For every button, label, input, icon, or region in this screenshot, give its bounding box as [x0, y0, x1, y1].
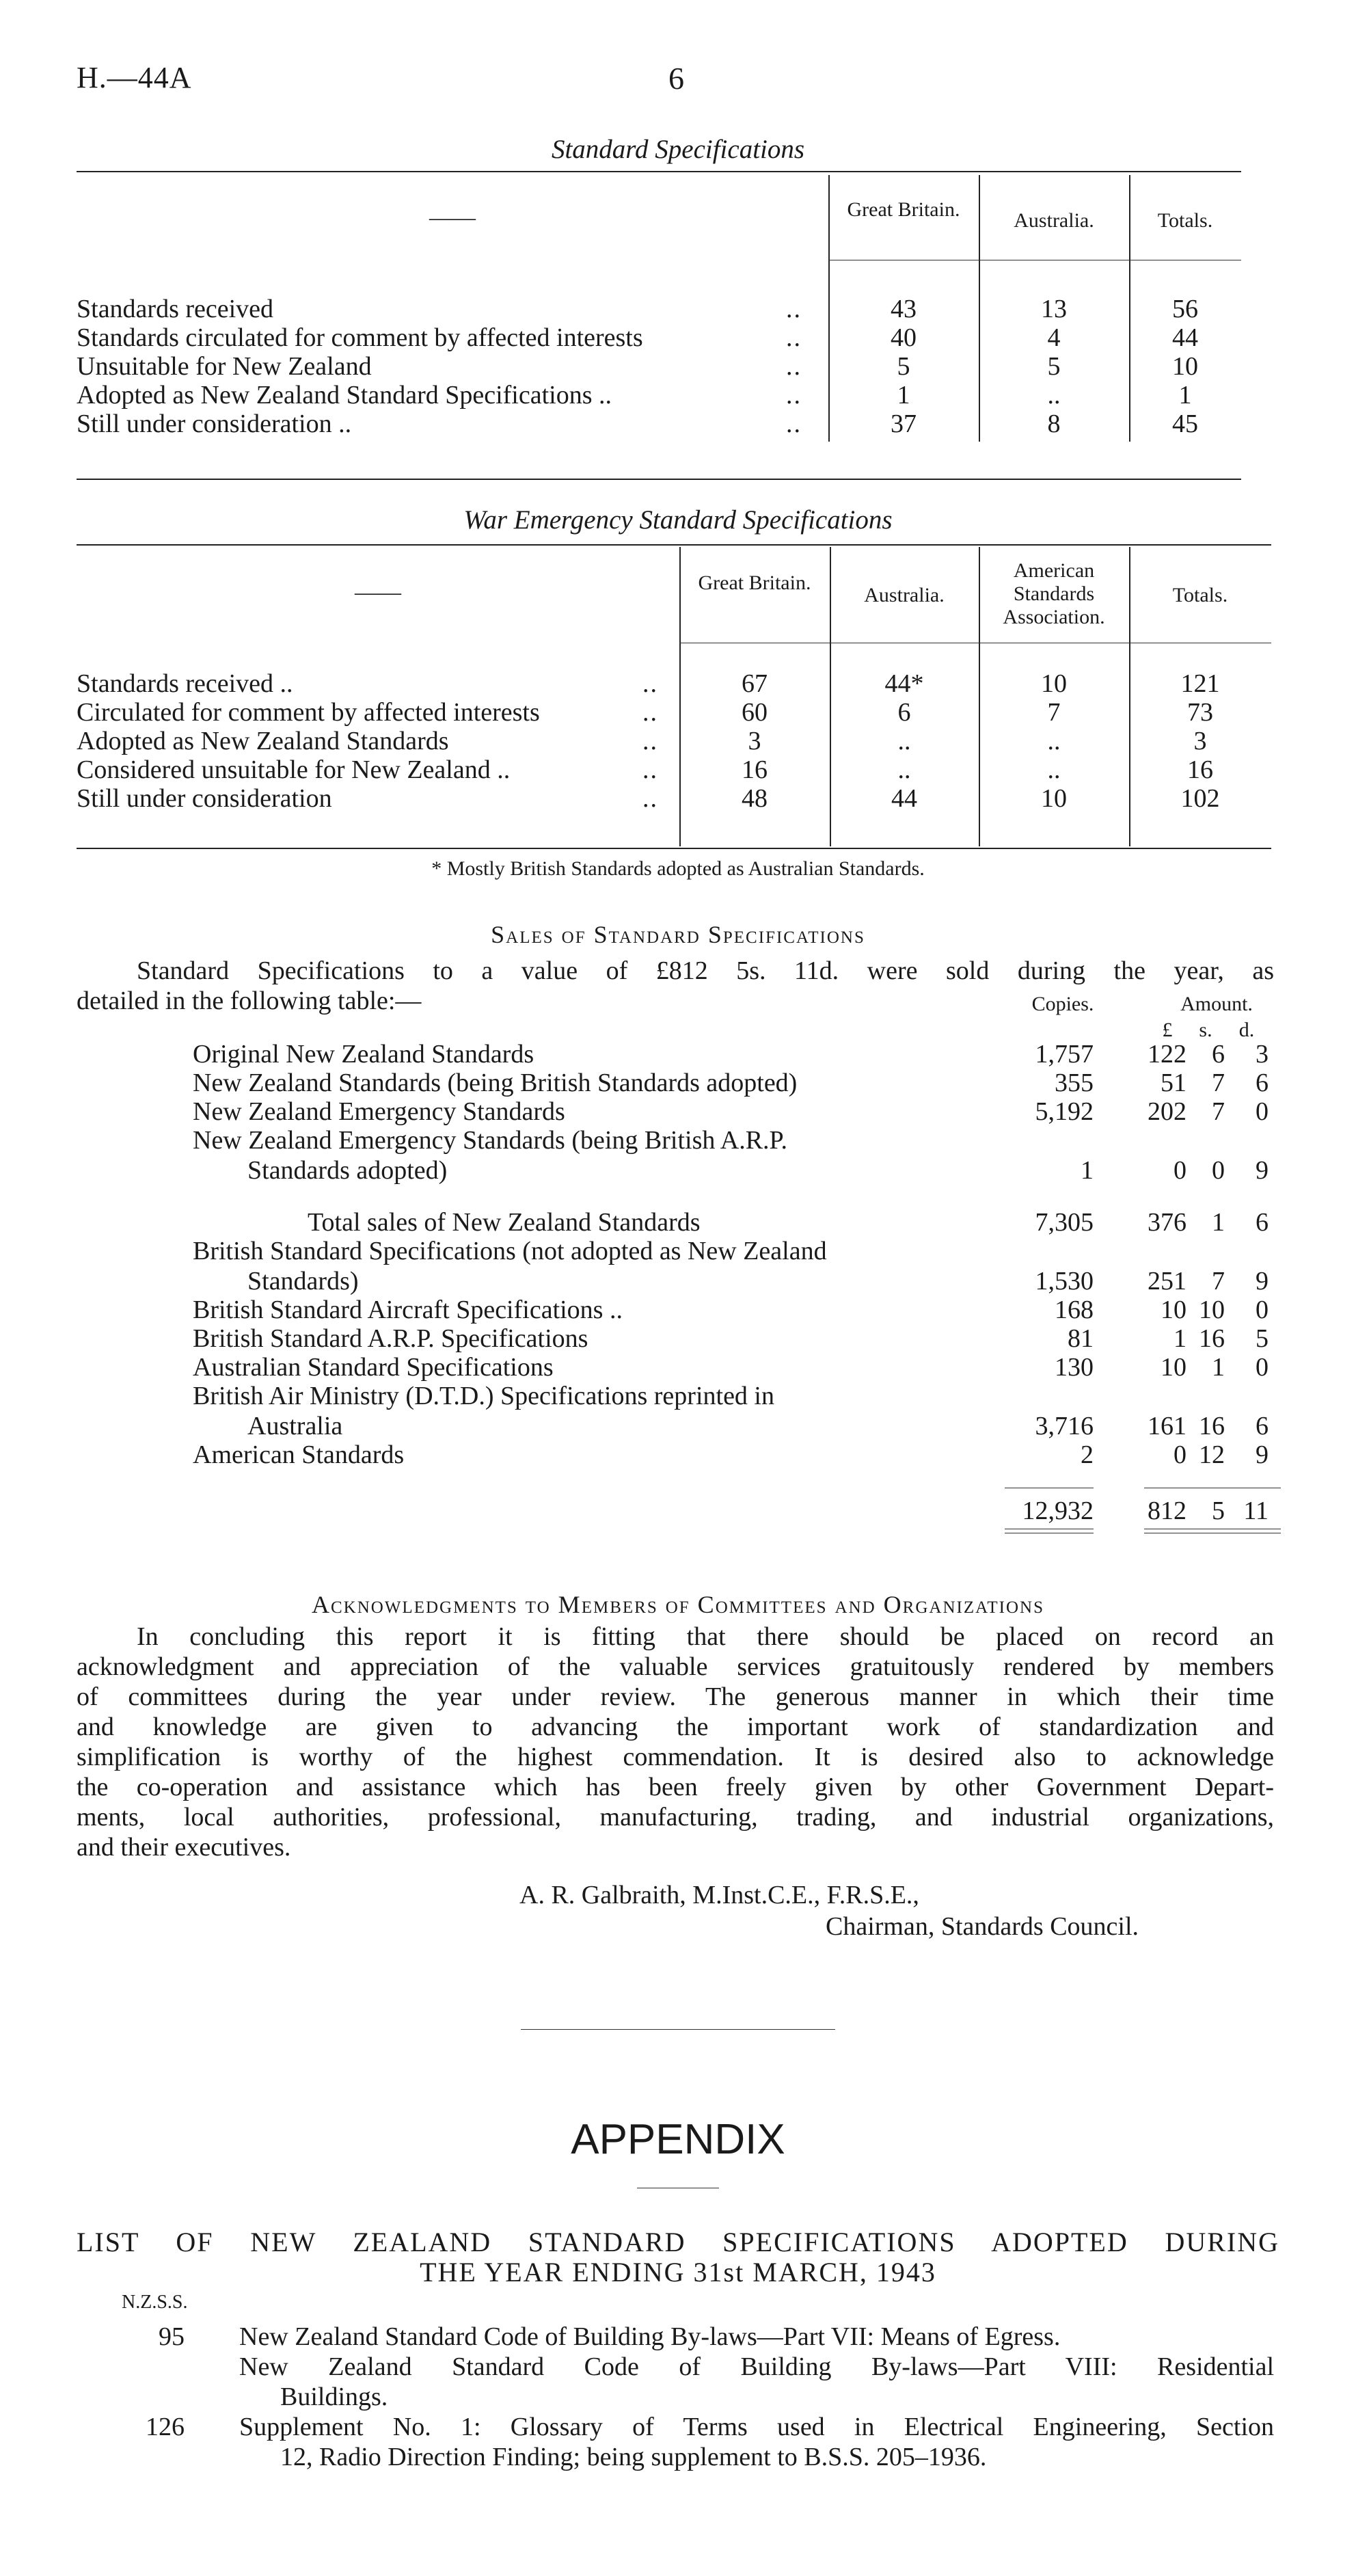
sales-pounds: 376: [1148, 1208, 1186, 1237]
acknowledgments-line: ments, local authorities, professional, manufacturing, trading, and industrial organizations,: [77, 1803, 1274, 1832]
sales-copies: 168: [1055, 1296, 1094, 1324]
page-number: 6: [668, 61, 684, 96]
appendix-list-title-line2: THE YEAR ENDING 31st MARCH, 1943: [420, 2257, 936, 2287]
leader-dots: ..: [786, 352, 802, 381]
table2-cell: ..: [1047, 755, 1061, 784]
acknowledgments-line: simplification is worthy of the highest commendation. It is desired also to acknowledge: [77, 1743, 1274, 1771]
table2-stub-header: ——: [355, 580, 401, 605]
table1-cell: 44: [1172, 323, 1198, 352]
sales-col-copies: Copies.: [1031, 993, 1094, 1015]
sales-pounds: 0: [1174, 1156, 1186, 1185]
acknowledgments-line: and their executives.: [77, 1833, 291, 1862]
sales-heading: Sales of Standard Specifications: [491, 921, 865, 948]
sales-pence: 9: [1256, 1267, 1269, 1296]
sales-pence: 3: [1256, 1040, 1269, 1069]
table1-row-label: Standards circulated for comment by affected interests: [77, 323, 643, 352]
appendix-entry-line: New Zealand Standard Code of Building By-laws—Part VIII: Residential: [239, 2352, 1274, 2381]
section-divider: [521, 2029, 835, 2030]
sales-item-label-cont: Standards adopted): [247, 1156, 448, 1185]
sales-total-pounds: 812: [1148, 1497, 1186, 1525]
sales-item-label: British Air Ministry (D.T.D.) Specifications reprinted in: [193, 1382, 774, 1410]
table1-cell: 10: [1172, 352, 1198, 381]
sales-shillings: 16: [1199, 1412, 1225, 1440]
table1-cell: 40: [891, 323, 917, 352]
sales-total-shillings: 5: [1212, 1497, 1225, 1525]
table2-cell: 60: [742, 698, 768, 727]
table1-cell: 8: [1047, 410, 1061, 438]
sales-shillings: 7: [1212, 1097, 1225, 1126]
sales-copies: 130: [1055, 1353, 1094, 1382]
table2-top-rule: [77, 544, 1271, 546]
table2-row-label: Adopted as New Zealand Standards: [77, 727, 449, 755]
sales-item-label: British Standard Specifications (not adopted as New Zealand: [193, 1237, 827, 1265]
table1-cell: ..: [1047, 381, 1061, 410]
table2-col-header: Australia.: [864, 584, 945, 606]
sales-copies: 3,716: [1035, 1412, 1094, 1440]
table2-cell: 44*: [884, 669, 924, 698]
table1-cell: 1: [1178, 381, 1192, 410]
table2-footnote: * Mostly British Standards adopted as Australian Standards.: [431, 857, 925, 880]
appendix-entry-line-cont: 12, Radio Direction Finding; being supplement to B.S.S. 205–1936.: [280, 2443, 987, 2471]
table2-bottom-rule: [77, 848, 1271, 849]
table1-row-label: Still under consideration ..: [77, 410, 352, 438]
table1-row-label: Adopted as New Zealand Standard Specifications ..: [77, 381, 612, 410]
appendix-col-label: N.Z.S.S.: [122, 2292, 188, 2313]
table2-cell: ..: [1047, 727, 1061, 755]
table1-cell: 45: [1172, 410, 1198, 438]
sales-col-pounds: £: [1162, 1019, 1173, 1041]
table1-cell: 5: [1047, 352, 1061, 381]
sales-copies: 7,305: [1035, 1208, 1094, 1237]
appendix-entry-number: 126: [146, 2413, 185, 2441]
sales-pence: 9: [1256, 1156, 1269, 1185]
sales-intro-line2: detailed in the following table:—: [77, 987, 422, 1015]
table1-title: Standard Specifications: [551, 135, 805, 164]
sales-pence: 5: [1256, 1324, 1269, 1353]
table2-cell: 67: [742, 669, 768, 698]
table2-cell: 121: [1180, 669, 1220, 698]
sales-copies: 1,530: [1035, 1267, 1094, 1296]
sales-pounds: 161: [1148, 1412, 1186, 1440]
table1-cell: 43: [891, 295, 917, 323]
table1-bottom-rule: [77, 479, 1241, 480]
appendix-heading: APPENDIX: [571, 2116, 785, 2163]
sales-item-label: British Standard Aircraft Specifications ..: [193, 1296, 623, 1324]
table2-row-label: Considered unsuitable for New Zealand ..: [77, 755, 511, 784]
table2-row-label: Still under consideration: [77, 784, 332, 813]
sales-pence: 9: [1256, 1440, 1269, 1469]
acknowledgments-heading: Acknowledgments to Members of Committees and Organizations: [312, 1591, 1044, 1618]
appendix-entry-line: New Zealand Standard Code of Building By-laws—Part VII: Means of Egress.: [239, 2322, 1061, 2351]
sales-copies: 5,192: [1035, 1097, 1094, 1126]
table1-top-rule: [77, 171, 1241, 172]
sales-item-label: Australian Standard Specifications: [193, 1353, 554, 1382]
table2-cell: ..: [897, 755, 911, 784]
sales-pounds: 0: [1174, 1440, 1186, 1469]
sales-pounds: 202: [1148, 1097, 1186, 1126]
table1-cell: 5: [897, 352, 910, 381]
sales-total-copies: 12,932: [1022, 1497, 1094, 1525]
sales-copies: 2: [1081, 1440, 1094, 1469]
table1-col-header: Totals.: [1157, 209, 1213, 232]
sales-pence: 0: [1256, 1296, 1269, 1324]
appendix-entry-line-cont: Buildings.: [280, 2383, 388, 2411]
sales-copies: 1: [1081, 1156, 1094, 1185]
table2-cell: 16: [742, 755, 768, 784]
sales-col-amount: Amount.: [1180, 993, 1253, 1015]
sales-item-label: New Zealand Emergency Standards: [193, 1097, 565, 1126]
sales-pence: 6: [1256, 1069, 1269, 1097]
sales-shillings: 7: [1212, 1267, 1225, 1296]
table1-cell: 13: [1041, 295, 1067, 323]
table2-row-label: Circulated for comment by affected interests: [77, 698, 540, 727]
acknowledgments-line: the co-operation and assistance which has been freely given by other Government Depart-: [77, 1773, 1274, 1801]
sales-pounds: 51: [1161, 1069, 1186, 1097]
acknowledgments-line: of committees during the year under review. The generous manner in which their time: [77, 1682, 1274, 1711]
sales-copies: 355: [1055, 1069, 1094, 1097]
table2-col-header: Great Britain.: [698, 572, 811, 594]
table2-cell: 73: [1187, 698, 1213, 727]
table1-cell: 37: [891, 410, 917, 438]
table2-cell: 44: [891, 784, 917, 813]
sales-pounds: 1: [1174, 1324, 1186, 1353]
table2-cell: 7: [1047, 698, 1061, 727]
table1-stub-header: ——: [429, 205, 476, 230]
table2-cell: 48: [742, 784, 768, 813]
table2-cell: 10: [1041, 669, 1067, 698]
sales-item-label: Total sales of New Zealand Standards: [308, 1208, 701, 1237]
table2-cell: 16: [1187, 755, 1213, 784]
acknowledgments-line: acknowledgment and appreciation of the valuable services gratuitously rendered by members: [77, 1652, 1274, 1681]
document-reference: H.—44A: [77, 61, 192, 94]
sales-intro-line1: Standard Specifications to a value of £812 5s. 11d. were sold during the year, as: [137, 956, 1274, 985]
table2-cell: 102: [1180, 784, 1220, 813]
sales-shillings: 6: [1212, 1040, 1225, 1069]
sales-total-pence: 11: [1243, 1497, 1269, 1525]
acknowledgments-line: In concluding this report it is fitting that there should be placed on record an: [137, 1622, 1274, 1651]
table1-col-header: Great Britain.: [847, 198, 960, 221]
sales-item-label: American Standards: [193, 1440, 405, 1469]
table2-col-header: Totals.: [1172, 584, 1228, 606]
acknowledgments-line: and knowledge are given to advancing the important work of standardization and: [77, 1713, 1274, 1741]
leader-dots: ..: [642, 669, 658, 698]
sales-item-label-cont: Australia: [247, 1412, 343, 1440]
sales-copies: 81: [1068, 1324, 1094, 1353]
sales-item-label: New Zealand Emergency Standards (being British A.R.P.: [193, 1126, 787, 1155]
sales-col-shillings: s.: [1199, 1019, 1212, 1041]
table2-cell: ..: [897, 727, 911, 755]
sales-pounds: 251: [1148, 1267, 1186, 1296]
sales-pounds: 10: [1161, 1353, 1186, 1382]
table1-row-label: Unsuitable for New Zealand: [77, 352, 372, 381]
table1-row-label: Standards received: [77, 295, 274, 323]
signature-name: A. R. Galbraith, M.Inst.C.E., F.R.S.E.,: [519, 1881, 919, 1909]
sales-item-label: New Zealand Standards (being British Standards adopted): [193, 1069, 798, 1097]
table2-cell: 6: [897, 698, 911, 727]
sales-item-label: Original New Zealand Standards: [193, 1040, 534, 1069]
sales-pounds: 122: [1148, 1040, 1186, 1069]
table1-col-header: Australia.: [1014, 209, 1094, 232]
sales-copies: 1,757: [1035, 1040, 1094, 1069]
leader-dots: ..: [642, 727, 658, 755]
sales-shillings: 7: [1212, 1069, 1225, 1097]
sales-shillings: 16: [1199, 1324, 1225, 1353]
sales-item-label-cont: Standards): [247, 1267, 359, 1296]
leader-dots: ..: [786, 295, 802, 323]
appendix-entry-line: Supplement No. 1: Glossary of Terms used in Electrical Engineering, Section: [239, 2413, 1274, 2441]
table2-cell: 10: [1041, 784, 1067, 813]
sales-item-label: British Standard A.R.P. Specifications: [193, 1324, 588, 1353]
leader-dots: ..: [786, 410, 802, 438]
sales-shillings: 12: [1199, 1440, 1225, 1469]
sales-pounds: 10: [1161, 1296, 1186, 1324]
leader-dots: ..: [786, 381, 802, 410]
table2-cell: 3: [1193, 727, 1207, 755]
sales-col-pence: d.: [1238, 1019, 1255, 1041]
sales-pence: 6: [1256, 1208, 1269, 1237]
sales-shillings: 1: [1212, 1353, 1225, 1382]
appendix-list-title-line1: LIST OF NEW ZEALAND STANDARD SPECIFICATIONS ADOPTED DURING: [77, 2227, 1279, 2257]
table1-cell: 56: [1172, 295, 1198, 323]
appendix-entry-number: 95: [159, 2322, 185, 2351]
leader-dots: ..: [786, 323, 802, 352]
sales-pence: 0: [1256, 1353, 1269, 1382]
sales-pence: 0: [1256, 1097, 1269, 1126]
signature-title: Chairman, Standards Council.: [826, 1912, 1139, 1941]
leader-dots: ..: [642, 784, 658, 813]
table2-row-label: Standards received ..: [77, 669, 293, 698]
leader-dots: ..: [642, 698, 658, 727]
table2-title: War Emergency Standard Specifications: [463, 505, 893, 535]
table2-cell: 3: [748, 727, 761, 755]
sales-pence: 6: [1256, 1412, 1269, 1440]
table1-cell: 4: [1047, 323, 1061, 352]
leader-dots: ..: [642, 755, 658, 784]
sales-shillings: 10: [1199, 1296, 1225, 1324]
table2-col-header: American Standards Association.: [1003, 559, 1105, 628]
sales-shillings: 0: [1212, 1156, 1225, 1185]
table1-cell: 1: [897, 381, 910, 410]
sales-shillings: 1: [1212, 1208, 1225, 1237]
